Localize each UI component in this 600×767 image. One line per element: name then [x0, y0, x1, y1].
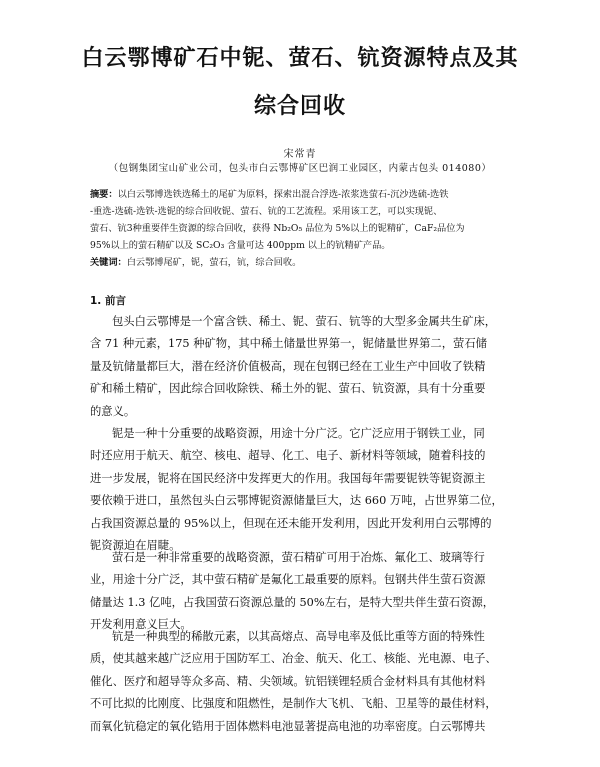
- paragraph-line: 萤石是一种非常重要的战略资源，萤石精矿可用于冶炼、氟化工、玻璃等行: [112, 551, 485, 564]
- paragraph-line: 量及钪储量都巨大，潜在经济价值极高，现在包钢已经在工业生产中回收了铁精: [90, 359, 486, 373]
- author-name: 宋常青: [283, 149, 317, 160]
- paragraph-line: 铌是一种十分重要的战略资源，用途十分广泛。它广泛应用于钢铁工业，同: [112, 427, 485, 440]
- paragraph-line: 铌资源迫在眉睫。: [90, 539, 181, 553]
- paragraph-line: 不可比拟的比刚度、比强度和阻燃性，是制作大飞机、飞船、卫星等的最佳材料，: [90, 697, 497, 711]
- paragraph-line: 包头白云鄂博是一个富含铁、稀土、铌、萤石、钪等的大型多金属共生矿床，: [112, 315, 497, 328]
- paragraph-line: 钪是一种典型的稀散元素，以其高熔点、高导电率及低比重等方面的特殊性: [112, 630, 485, 643]
- title-line-2: 综合回收: [253, 94, 346, 119]
- paragraph-line: 矿和稀土精矿，因此综合回收除铁、稀土外的铌、萤石、钪资源，具有十分重要: [90, 382, 486, 396]
- abstract-line: -重选-选硫-选铁-选铌的综合回收铌、萤石、钪的工艺流程。采用该工艺，可以实现铌、: [90, 206, 443, 217]
- keywords-label: 关键词：: [90, 257, 127, 268]
- paragraph-line: 储量达 1.3 亿吨，占我国萤石资源总量的 50%左右，是特大型共伴生萤石资源，: [90, 595, 495, 609]
- keywords: [90, 254, 522, 271]
- abstract-label: 摘要：: [90, 189, 118, 200]
- paragraph-line: 业，用途十分广泛，其中萤石精矿是氟化工最重要的原料。包钢共伴生萤石资源: [90, 573, 486, 587]
- paragraph-line: 含 71 种元素，175 种矿物，其中稀土储量世界第一，铌储量世界第二，萤石储: [90, 337, 487, 351]
- abstract: [90, 186, 522, 254]
- abstract-line: 95%以上的萤石精矿以及 SC₂O₃ 含量可达 400ppm 以上的钪精矿产品。: [90, 240, 391, 251]
- paragraph-line: 催化、医疗和超导等众多高、精、尖领域。钪铝镁锂轻质合金材料具有其他材料: [90, 674, 486, 688]
- paragraph-line: 时还应用于航天、航空、核电、超导、化工、电子、新材料等领域，随着科技的: [90, 449, 486, 463]
- paragraph-line: 占我国资源总量的 95%以上，但现在还未能开发利用，因此开发利用白云鄂博的: [90, 516, 492, 530]
- paragraph-line: 质，使其越来越广泛应用于国防军工、冶金、航天、化工、核能、光电源、电子、: [90, 652, 497, 666]
- paragraph: [90, 547, 522, 637]
- abstract-line: [90, 186, 522, 203]
- title-line-1: 白云鄂博矿石中铌、萤石、钪资源特点及其: [81, 46, 519, 71]
- paragraph-line: 而氧化钪稳定的氧化锆用于固体燃料电池显著提高电池的功率密度。白云鄂博共: [90, 719, 486, 733]
- paragraph-line: 要依赖于进口，虽然包头白云鄂博铌资源储量巨大，达 660 万吨，占世界第二位，: [90, 494, 503, 508]
- paragraph: [90, 311, 522, 423]
- keywords-text: 白云鄂博尾矿，铌，萤石，钪，综合回收。: [126, 257, 302, 268]
- paragraph-line: 进一步发展，铌将在国民经济中发挥更大的作用。我国每年需要铌铁等铌资源主: [90, 471, 486, 485]
- paragraph: [90, 626, 522, 738]
- paragraph-line: 开发利用意义巨大。: [90, 618, 192, 632]
- section-heading: 1. 前言: [90, 295, 126, 307]
- abstract-text: 以白云鄂博选铁选稀土的尾矿为原料，探索出混合浮选-浓浆选萤石-沉沙选硫-选铁: [117, 189, 449, 200]
- author-affiliation: （包钢集团宝山矿业公司，包头市白云鄂博矿区巴润工业园区，内蒙古包头 014080）: [108, 163, 492, 174]
- abstract-line: 萤石、钪3种重要伴生资源的综合回收，获得 Nb₂O₅ 品位为 5%以上的铌精矿，CaF₂品位为: [90, 223, 465, 234]
- paragraph-line: 的意义。: [90, 404, 136, 418]
- paragraph: [90, 423, 522, 557]
